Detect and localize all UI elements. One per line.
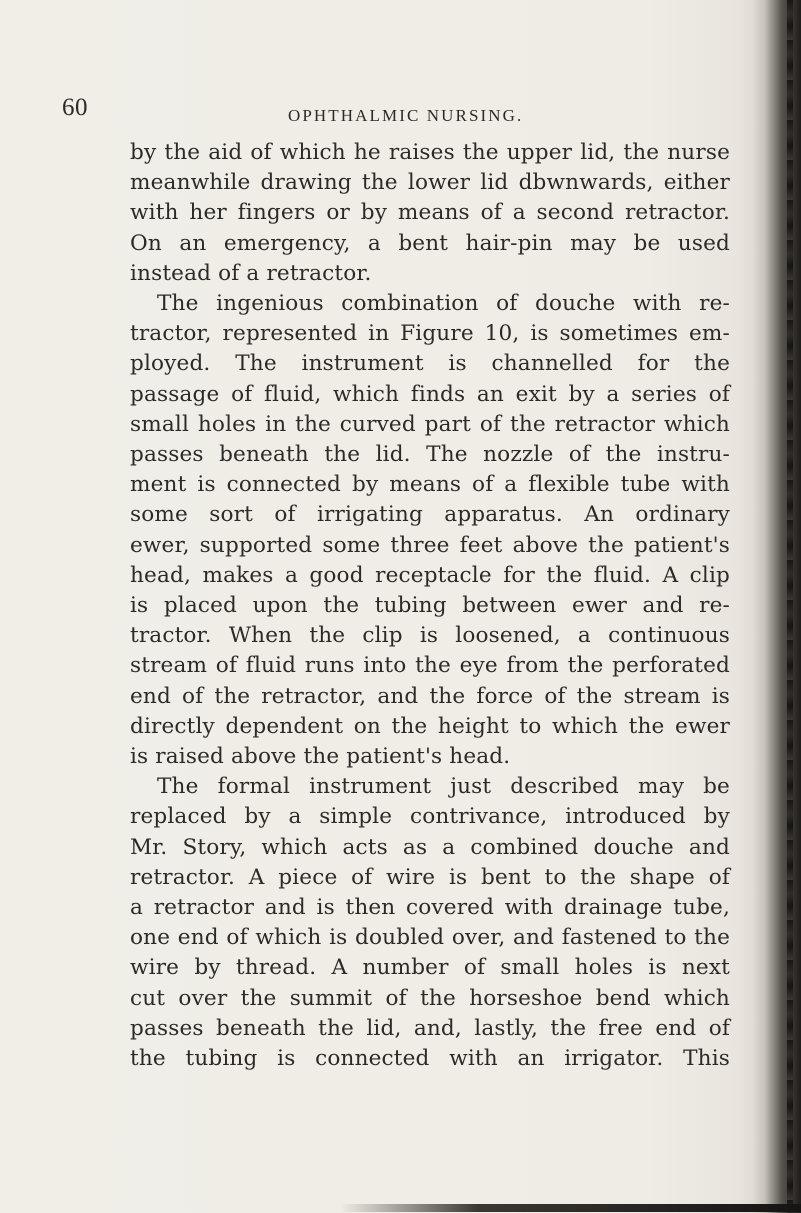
text-line: stream of fluid runs into the eye from the perforated	[130, 653, 730, 679]
text-line: with her fingers or by means of a second retractor.	[130, 200, 730, 226]
bottom-edge-shadow	[340, 1204, 801, 1212]
page-number: 60	[62, 94, 88, 121]
running-head: OPHTHALMIC NURSING.	[288, 106, 524, 125]
text-line: directly dependent on the height to which the ewer	[130, 713, 730, 739]
text-line: The formal instrument just described may be	[157, 774, 730, 800]
text-line: On an emergency, a bent hair-pin may be used	[130, 230, 730, 256]
text-line: The ingenious combination of douche with re-	[157, 291, 730, 317]
text-line: meanwhile drawing the lower lid dbwnwards, either	[130, 170, 730, 196]
text-line: Mr. Story, which acts as a combined douche and	[130, 834, 730, 860]
text-line: some sort of irrigating apparatus. An ordinary	[130, 502, 730, 528]
text-line: is raised above the patient's head.	[130, 744, 511, 770]
text-line: end of the retractor, and the force of the stream is	[130, 683, 730, 709]
text-line: passage of fluid, which finds an exit by a series of	[130, 381, 730, 407]
text-line: ment is connected by means of a flexible tube with	[130, 472, 730, 498]
page-header	[62, 88, 742, 128]
text-line: a retractor and is then covered with drainage tube,	[130, 895, 730, 921]
text-line: is placed upon the tubing between ewer and re-	[130, 593, 730, 619]
text-line: ployed. The instrument is channelled for the	[130, 351, 730, 377]
paragraph	[130, 138, 730, 289]
text-line: passes beneath the lid. The nozzle of the instru-	[130, 442, 730, 468]
binding-shadow	[787, 0, 793, 1213]
paragraph	[130, 772, 730, 1074]
text-line: one end of which is doubled over, and fastened to the	[130, 925, 730, 951]
text-line: small holes in the curved part of the retractor which	[130, 411, 730, 437]
text-line: ewer, supported some three feet above the patient's	[130, 532, 730, 558]
text-line: instead of a retractor.	[130, 260, 372, 286]
text-line: passes beneath the lid, and, lastly, the free end of	[130, 1015, 730, 1041]
text-line: wire by thread. A number of small holes is next	[130, 955, 730, 981]
text-line: retractor. A piece of wire is bent to the shape of	[130, 864, 730, 890]
binding-edge	[753, 0, 801, 1213]
text-line: tractor, represented in Figure 10, is sometimes em-	[130, 321, 730, 347]
text-line: tractor. When the clip is loosened, a continuous	[130, 623, 730, 649]
body-text	[130, 138, 730, 1074]
text-line: replaced by a simple contrivance, introduced by	[130, 804, 730, 830]
text-line: head, makes a good receptacle for the fluid. A clip	[130, 562, 730, 588]
text-line: the tubing is connected with an irrigator. This	[130, 1046, 730, 1072]
paragraph	[130, 289, 730, 772]
text-line: by the aid of which he raises the upper lid, the nurse	[130, 140, 730, 165]
text-line: cut over the summit of the horseshoe bend which	[130, 985, 730, 1011]
